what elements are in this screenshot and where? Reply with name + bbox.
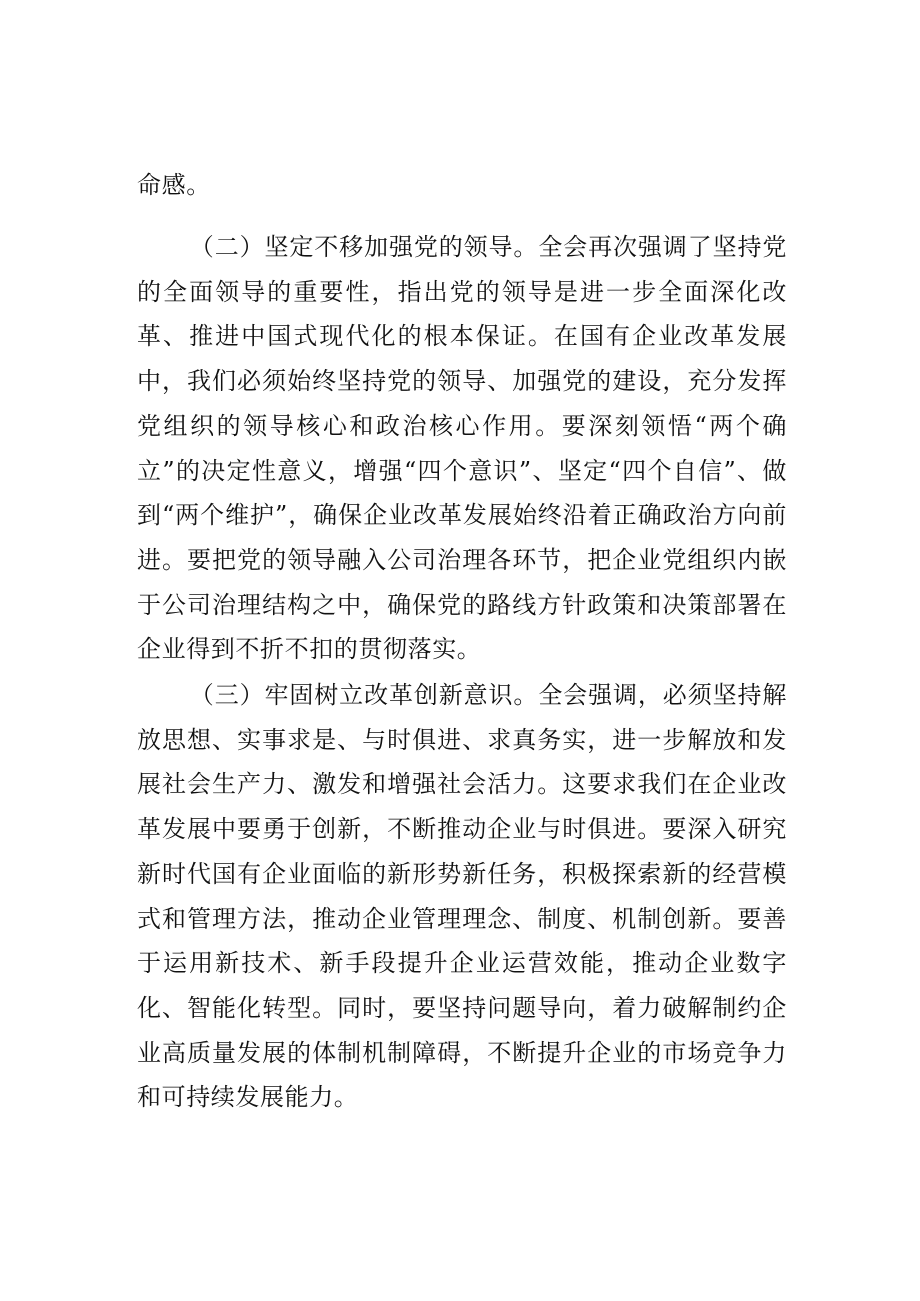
paragraph-reform-innovation: （三）牢固树立改革创新意识。全会强调，必须坚持解放思想、实事求是、与时俱进、求真务实，进一步解放和发展社会生产力、激发和增强社会活力。这要求我们在企业改革发展中要勇于创新，不断推动企业与时俱进。要深入研究新时代国有企业面临的新形势新任务，积极探索新的经营模式和管理方法，推动企业管理理念、制度、机制创新。要善于运用新技术、新手段提升企业运营效能，推动企业数字化、智能化转型。同时，要坚持问题导向，着力破解制约企业高质量发展的体制机制障碍，不断提升企业的市场竞争力和可持续发展能力。 — [137, 681, 787, 1112]
continued-text-fragment: 命感。 — [137, 171, 211, 199]
paragraph-party-leadership: （二）坚定不移加强党的领导。全会再次强调了坚持党的全面领导的重要性，指出党的领导是进一步全面深化改革、推进中国式现代化的根本保证。在国有企业改革发展中，我们必须始终坚持党的领导、加强党的建设，充分发挥党组织的领导核心和政治核心作用。要深刻领悟“两个确立”的决定性意义，增强“四个意识”、坚定“四个自信”、做到“两个维护”，确保企业改革发展始终沿着正确政治方向前进。要把党的领导融入公司治理各环节，把企业党组织内嵌于公司治理结构之中，确保党的路线方针政策和决策部署在企业得到不折不扣的贯彻落实。 — [137, 233, 787, 664]
